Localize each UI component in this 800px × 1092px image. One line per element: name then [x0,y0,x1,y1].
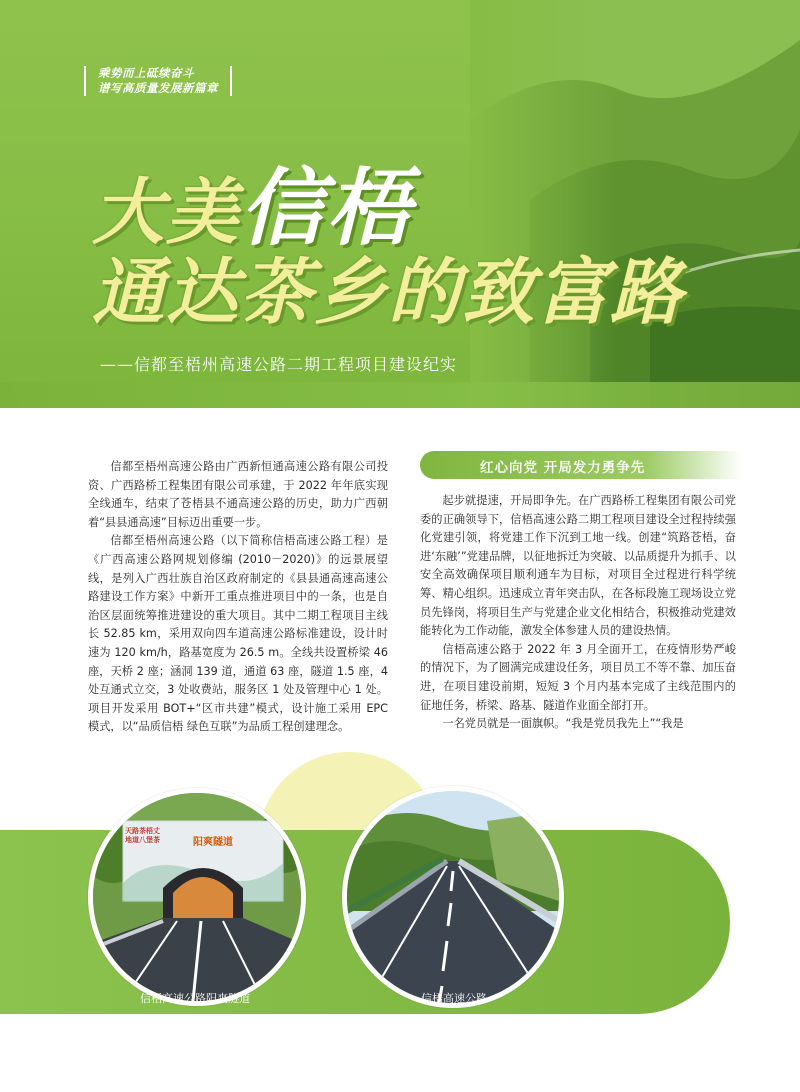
hero-bottom-strip [0,382,800,408]
tunnel-sign-left: 天路茶梧丈 地道八堡茶 [125,827,160,844]
tunnel-illustration [93,793,301,1001]
paragraph: 信都至梧州高速公路（以下简称信梧高速公路工程）是《广西高速公路网规划修编 (2010－2020)》的远景展望线，是列入广西壮族自治区政府制定的《县县通高速高速公路建设工作方案》中新开工重点推进项目中的一条，也是自治区层面统筹推进建设的重大项目。其中二期工程项目主线长 52.85 km，采用双向四车道高速公路标准建设，设计时速为 120 km/h，路基宽度为 26.5 m。全线共设置桥梁 46 座，天桥 2 座；涵洞 139 道，通道 63 座，隧道 1.5 座，4 处互通式立交，3 处收费站，服务区 1 处及管理中心 1 处。项目开发采用 BOT+“区市共建”模式，设计施工采用 EPC 模式，以“品质信梧 绿色互联”为品质工程创建理念。 [88,534,388,734]
highway-photo [342,786,564,1008]
kicker-line-1: 乘势而上砥续奋斗 [98,66,194,80]
headline-line-1 [92,158,413,257]
headline-part-2: 信梧 [240,158,413,257]
headline-part-1: 大美 [92,169,241,254]
mountain-landscape-image [470,0,800,408]
subtitle: ——信都至梧州高速公路二期工程项目建设纪实 [100,355,458,374]
paragraph: 信都至梧州高速公路由广西新恒通高速公路有限公司投资、广西路桥工程集团有限公司承建，于 2022 年年底实现全线通车，结束了苍梧县不通高速公路的历史，助力广西朝着“县县通高速”目标迈出重要一步。 [88,460,388,529]
photo-caption-highway: 信梧高速公路 [421,992,487,1005]
section-heading [420,451,742,479]
tunnel-photo [88,788,306,1006]
right-column [420,492,736,734]
left-column [88,458,388,737]
highway-illustration [347,791,559,1003]
paragraph: 起步就提速，开局即争先。在广西路桥工程集团有限公司党委的正确领导下，信梧高速公路二期工程项目建设全过程持续强化党建引领，将党建工作下沉到工地一线。创建“筑路苍梧，奋进‘东融’”党建品牌，以征地拆迁为突破、以品质提升为抓手、以安全高效确保项目顺利通车为目标，对项目全过程进行科学统筹、精心组织。迅速成立青年突击队，在各标段施工现场设立党员先锋岗，将项目生产与党建企业文化相结合，积极推动党建效能转化为工作动能，激发全体参建人员的建设热情。 [420,494,736,638]
headline-line-2: 通达茶乡的致富路 [92,249,685,334]
photo-caption-tunnel: 信梧高速公路阳爽隧道 [140,992,250,1005]
kicker-line-2: 谱写高质量发展新篇章 [98,81,218,95]
column-kicker [84,66,232,96]
paragraph: 信梧高速公路于 2022 年 3 月全面开工，在疫情形势严峻的情况下，为了圆满完成建设任务，项目员工不等不靠、加压奋进，在项目建设前期，短短 3 个月内基本完成了主线范围内的征地任务，桥梁、路基、隧道作业面全部打开。 [420,642,736,712]
paragraph: 一名党员就是一面旗帜。“我是党员我先上”“我是 [442,717,684,731]
section-heading-text: 红心向党 开局发力勇争先 [480,460,646,476]
tunnel-sign-name: 阳爽隧道 [193,837,233,848]
